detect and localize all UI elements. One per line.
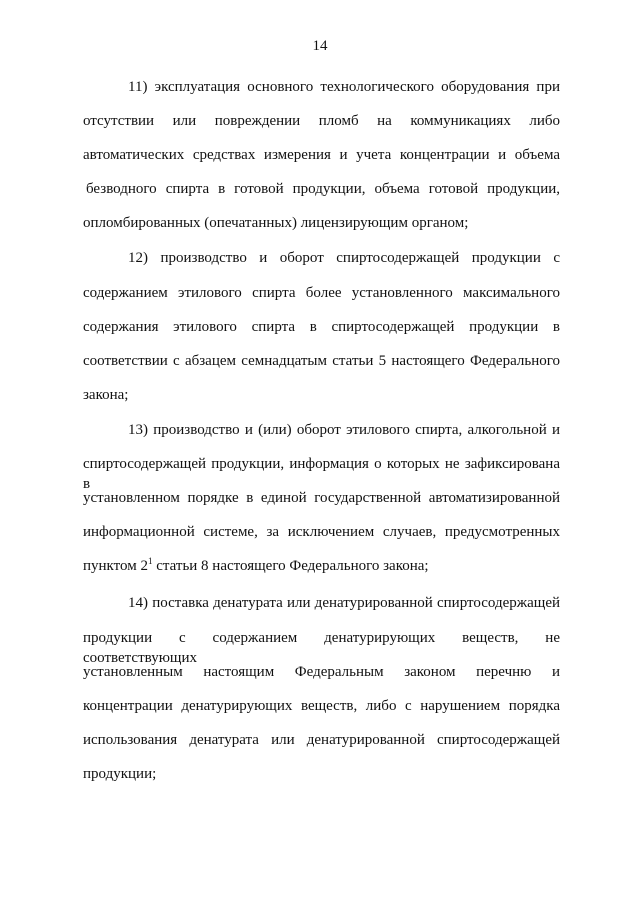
item-13-line-5-start: пунктом 2 bbox=[83, 558, 148, 574]
item-11-line-2: отсутствии или повреждении пломб на коммуникациях либо bbox=[83, 113, 560, 129]
item-11-line-4: безводного спирта в готовой продукции, объема готовой продукции, bbox=[86, 181, 560, 197]
item-11-line-1: 11) эксплуатация основного технологического оборудования при bbox=[128, 79, 560, 95]
item-14-line-3: установленным настоящим Федеральным законом перечню и bbox=[83, 664, 560, 680]
item-13-line-4: информационной системе, за исключением случаев, предусмотренных bbox=[83, 524, 560, 540]
item-13-line-5 bbox=[83, 556, 560, 576]
item-14-line-4: концентрации денатурирующих веществ, либо с нарушением порядка bbox=[83, 698, 560, 714]
item-12-line-5: закона; bbox=[83, 387, 129, 403]
item-13-line-5-end: статьи 8 настоящего Федерального закона; bbox=[152, 558, 429, 574]
item-11-line-3: автоматических средствах измерения и учета концентрации и объема bbox=[83, 147, 560, 163]
item-12-line-2: содержанием этилового спирта более установленного максимального bbox=[83, 285, 560, 301]
page-number: 14 bbox=[312, 38, 328, 54]
item-14-line-5: использования денатурата или денатурированной спиртосодержащей bbox=[83, 732, 560, 748]
item-14-line-1: 14) поставка денатурата или денатурированной спиртосодержащей bbox=[128, 595, 560, 611]
item-14-line-2: продукции с содержанием денатурирующих веществ, не соответствующих bbox=[83, 630, 560, 666]
item-11-line-5: опломбированных (опечатанных) лицензирующим органом; bbox=[83, 215, 469, 231]
item-14-line-6: продукции; bbox=[83, 766, 157, 782]
item-12-line-4: соответствии с абзацем семнадцатым статьи 5 настоящего Федерального bbox=[83, 353, 560, 369]
superscript-one: 1 bbox=[147, 556, 153, 566]
item-12-line-1: 12) производство и оборот спиртосодержащей продукции с bbox=[128, 250, 560, 266]
item-13-line-3: установленном порядке в единой государственной автоматизированной bbox=[83, 490, 560, 506]
item-12-line-3: содержания этилового спирта в спиртосодержащей продукции в bbox=[83, 319, 560, 335]
item-13-line-2: спиртосодержащей продукции, информация о которых не зафиксирована в bbox=[83, 456, 560, 492]
item-13-line-1: 13) производство и (или) оборот этилового спирта, алкогольной и bbox=[128, 422, 560, 438]
